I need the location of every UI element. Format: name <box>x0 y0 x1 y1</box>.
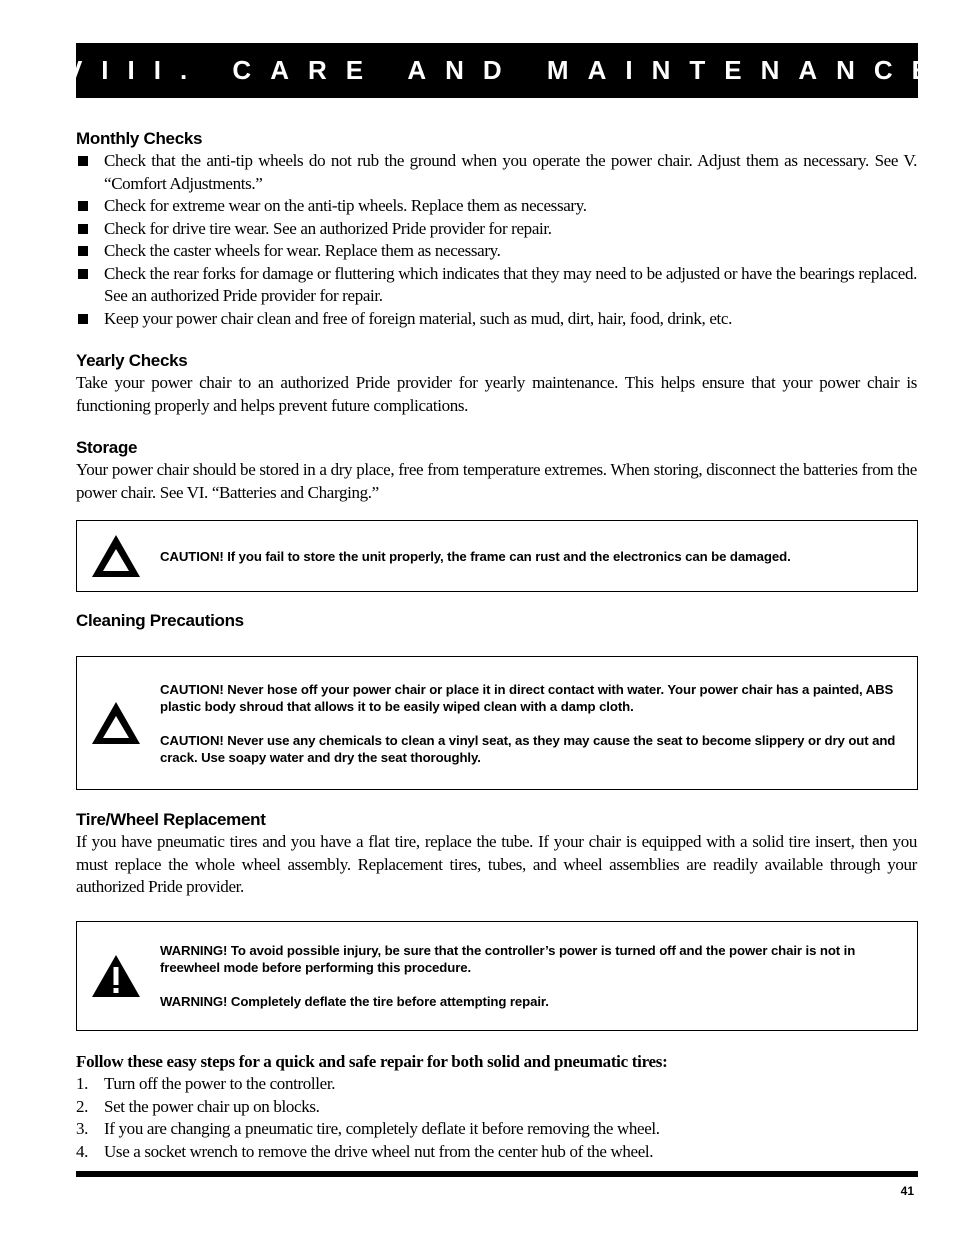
warning-message: WARNING! To avoid possible injury, be sure that the controller’s power is turned off and the power chair is not in freewheel mode before performing this procedure. WARNING! Completely deflate the tire before attempting repair. <box>160 942 856 1009</box>
list-item: 2. Set the power chair up on blocks. <box>76 1096 320 1116</box>
yearly-checks-heading: Yearly Checks <box>76 351 188 370</box>
list-item: Check for extreme wear on the anti-tip wheels. Replace them as necessary. <box>76 195 917 218</box>
bullet-square-icon <box>78 246 88 256</box>
monthly-checks-heading: Monthly Checks <box>76 129 203 148</box>
storage-heading: Storage <box>76 438 138 457</box>
page-number: 41 <box>900 1184 914 1198</box>
tire-wheel-replacement-text: If you have pneumatic tires and you have a flat tire, replace the tube. If your chair is equipped with a solid tire insert, then you must replace the whole wheel assembly. Replacement tires, tubes, and wheel assemblies are readily available through your authorized Pride provider. <box>76 832 917 896</box>
warning-exclamation-icon <box>91 954 141 998</box>
bullet-square-icon <box>78 224 88 234</box>
bullet-square-icon <box>78 156 88 166</box>
list-item: Keep your power chair clean and free of foreign material, such as mud, dirt, hair, food, drink, etc. <box>76 308 917 331</box>
list-item: 4. Use a socket wrench to remove the drive wheel nut from the center hub of the wheel. <box>76 1141 654 1161</box>
tire-wheel-replacement-heading: Tire/Wheel Replacement <box>76 810 266 829</box>
storage-caution-box <box>76 520 918 592</box>
bullet-square-icon <box>78 201 88 211</box>
footer-rule <box>76 1171 918 1177</box>
section-title: VIII. CARE AND MAINTENANCE <box>64 55 949 85</box>
page-content <box>76 128 917 1163</box>
caution-message: CAUTION! Never hose off your power chair or place it in direct contact with water. Your power chair has a painted, ABS plastic body shroud that allows it to be easily wiped clean with a damp cloth. CAUTION! Never use any chemicals to clean a vinyl seat, as they may cause the seat to become slippery or dry out and crack. Use soapy water and dry the seat thoroughly. <box>160 681 896 765</box>
caution-triangle-icon <box>91 701 141 745</box>
caution-message: CAUTION! If you fail to store the unit properly, the frame can rust and the electronics can be damaged. <box>160 548 791 564</box>
list-item: Check the caster wheels for wear. Replace them as necessary. <box>76 240 917 263</box>
yearly-checks-text: Take your power chair to an authorized Pride provider for yearly maintenance. This helps ensure that your power chair is functioning properly and helps prevent future complications. <box>76 373 917 415</box>
list-item: Check that the anti-tip wheels do not rub the ground when you operate the power chair. Adjust them as necessary. See V. “Comfort Adjustments.” <box>76 150 917 195</box>
bullet-square-icon <box>78 314 88 324</box>
cleaning-precautions-heading: Cleaning Precautions <box>76 611 244 630</box>
bullet-square-icon <box>78 269 88 279</box>
list-item: 3. If you are changing a pneumatic tire, completely deflate it before removing the wheel. <box>76 1119 660 1138</box>
section-header-bar <box>64 43 949 98</box>
list-item: Check the rear forks for damage or fluttering which indicates that they may need to be adjusted or have the bearings replaced. See an authorized Pride provider for repair. <box>76 263 917 308</box>
list-item: Check for drive tire wear. See an authorized Pride provider for repair. <box>76 218 917 241</box>
cleaning-caution-box <box>76 656 918 790</box>
repair-steps-list <box>76 1073 917 1163</box>
list-item: 1. Turn off the power to the controller. <box>76 1074 336 1093</box>
tire-warning-box <box>76 921 918 1031</box>
monthly-checks-list <box>76 150 917 330</box>
steps-lead-text: Follow these easy steps for a quick and safe repair for both solid and pneumatic tires: <box>76 1051 668 1071</box>
caution-triangle-icon <box>91 534 141 578</box>
storage-text: Your power chair should be stored in a dry place, free from temperature extremes. When storing, disconnect the batteries from the power chair. See VI. “Batteries and Charging.” <box>76 460 917 502</box>
